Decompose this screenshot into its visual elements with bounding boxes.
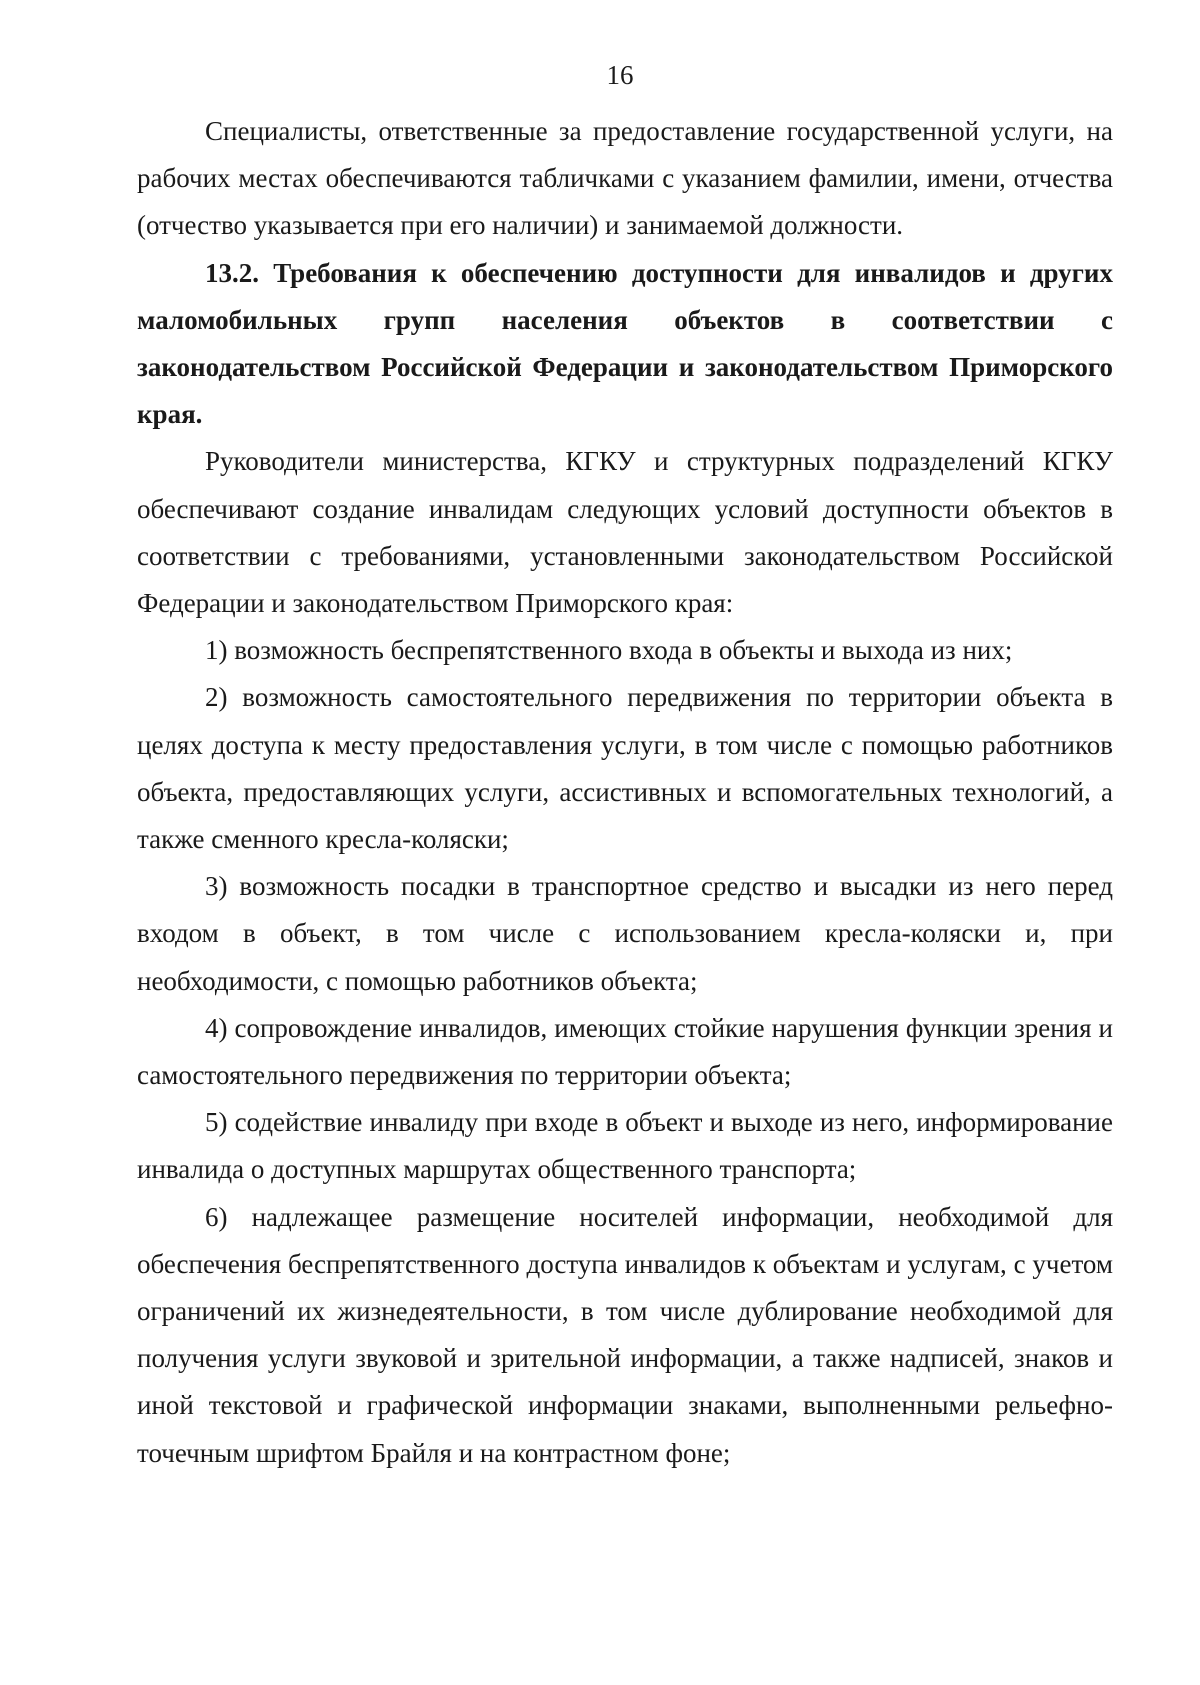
paragraph-specialists-signs: Специалисты, ответственные за предоставление государственной услуги, на рабочих местах обеспечиваются табличками с указанием фамилии, имени, отчества (отчество указывается при его наличии) и занимаемой должности.	[137, 116, 1113, 241]
list-item-6: 6) надлежащее размещение носителей информации, необходимой для обеспечения беспрепятственного доступа инвалидов к объектам и услугам, с учетом ограничений их жизнедеятельности, в том числе дублирование необходимой для получения услуги звуковой и зрительной информации, а также надписей, знаков и иной текстовой и графической информации знаками, выполненными рельефно-точечным шрифтом Брайля и на контрастном фоне;	[137, 1201, 1113, 1468]
section-heading-13-2: 13.2. Требования к обеспечению доступности для инвалидов и других маломобильных групп населения объектов в соответствии с законодательством Российской Федерации и законодательством Приморского края.	[137, 257, 1113, 430]
list-item-4: 4) сопровождение инвалидов, имеющих стойкие нарушения функции зрения и самостоятельного передвижения по территории объекта;	[137, 1012, 1113, 1091]
list-item-5: 5) содействие инвалиду при входе в объект и выходе из него, информирование инвалида о доступных маршрутах общественного транспорта;	[137, 1107, 1113, 1185]
paragraph-accessibility-intro: Руководители министерства, КГКУ и структурных подразделений КГКУ обеспечивают создание инвалидам следующих условий доступности объектов в соответствии с требованиями, установленными законодательством Российской Федерации и законодательством Приморского края:	[137, 446, 1113, 619]
list-item-1: 1) возможность беспрепятственного входа в объекты и выхода из них;	[205, 635, 1013, 666]
list-item-3: 3) возможность посадки в транспортное средство и высадки из него перед входом в объект, в том числе с использованием кресла-коляски и, при необходимости, с помощью работников объекта;	[137, 871, 1113, 996]
document-body	[137, 108, 1113, 1477]
page-number: 16	[606, 60, 634, 90]
list-item-2: 2) возможность самостоятельного передвижения по территории объекта в целях доступа к месту предоставления услуги, в том числе с помощью работников объекта, предоставляющих услуги, ассистивных и вспомогательных технологий, а также сменного кресла-коляски;	[137, 682, 1113, 855]
